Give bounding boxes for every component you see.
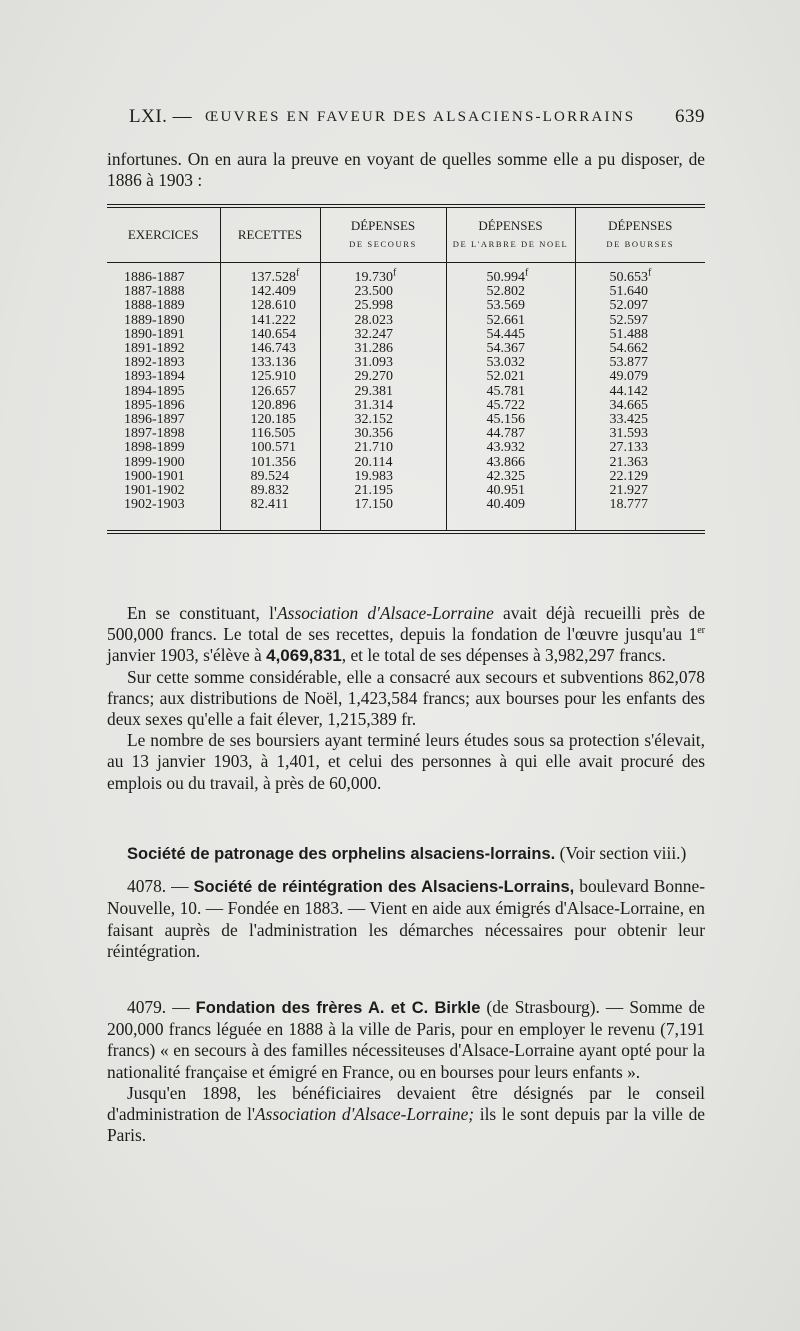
paragraph-expenses: Sur cette somme considérable, elle a consacré aux secours et subventions 862,078 francs; aux distributions de Noël, 1,423,584 francs; aux bourses pour les enfants des deux sexes qu'elle a fait élever, 1,215,389 fr. (107, 666, 705, 730)
table-cell: 1889-1890 (124, 312, 185, 328)
table-cell: 44.787 (446, 427, 575, 441)
table-row (107, 328, 705, 342)
table-cell: 89.832 (220, 484, 320, 498)
table-cell: 51.488 (575, 328, 705, 342)
table-cell: 50.994$^f$ (446, 263, 575, 286)
table-cell: 28.023 (320, 314, 446, 328)
table-cell: 120.185 (220, 413, 320, 427)
table-cell: 50.653$^f$ (575, 263, 705, 286)
table-cell: 25.998 (320, 299, 446, 313)
table-cell: 21.927 (575, 484, 705, 498)
table-cell: 52.021 (446, 370, 575, 384)
table-row (107, 285, 705, 299)
table-cell: 1887-1888 (124, 284, 185, 300)
table-row (107, 314, 705, 328)
table-cell: 29.270 (320, 370, 446, 384)
table-row (107, 299, 705, 313)
table-cell: 45.781 (446, 385, 575, 399)
table-cell: 52.597 (575, 314, 705, 328)
table-cell: 19.730$^f$ (320, 263, 446, 286)
table-cell: 1899-1900 (124, 454, 185, 470)
table-cell: 17.150 (320, 498, 446, 532)
table-cell: 34.665 (575, 399, 705, 413)
table-row (107, 441, 705, 455)
table-cell: 31.593 (575, 427, 705, 441)
table-cell: 128.610 (220, 299, 320, 313)
table-row (107, 413, 705, 427)
table-cell: 49.079 (575, 370, 705, 384)
table-cell: 82.411 (220, 498, 320, 532)
table-cell: 21.710 (320, 441, 446, 455)
entry-title: Société de réintégration des Alsaciens-Lorrains, (193, 878, 575, 897)
table-row (107, 470, 705, 484)
table-cell: 133.136 (220, 356, 320, 370)
table-cell: 53.032 (446, 356, 575, 370)
association-name: Association d'Alsace-Lorraine (277, 603, 494, 623)
table-cell: 1894-1895 (124, 383, 185, 399)
table-cell: 89.524 (220, 470, 320, 484)
table-cell: 51.640 (575, 285, 705, 299)
entry-4078: 4078. — Société de réintégration des Alsaciens-Lorrains, boulevard Bonne-Nouvelle, 10. — Fondée en 1883. — Vient en aide aux émigrés d'Alsace-Lorraine, en faisant auprès de l'administration les démarches nécessaires pour obtenir leur réintégration. (107, 876, 706, 961)
table-cell: 125.910 (220, 370, 320, 384)
table-header-cell: EXERCICES (107, 206, 220, 263)
table-cell: 27.133 (575, 441, 705, 455)
table-cell: 21.195 (320, 484, 446, 498)
table-row (107, 342, 705, 356)
paragraph-totals: En se constituant, l'Association d'Alsace-Lorraine avait déjà recueilli près de 500,000 francs. Le total de ses recettes, depuis la fondation de l'œuvre jusqu'au 1er janvier 1903, s'élève à 4,069,831, et le total de ses dépenses à 3,982,297 francs. (107, 603, 706, 666)
table-cell: 100.571 (220, 441, 320, 455)
table-cell: 1895-1896 (124, 397, 185, 413)
table-cell: 140.654 (220, 328, 320, 342)
table-cell: 22.129 (575, 470, 705, 484)
entry-title: Société de patronage des orphelins alsaciens-lorrains. (127, 845, 556, 863)
table-header-cell: DÉPENSES DE BOURSES (575, 206, 705, 263)
entry-4079: 4079. — Fondation des frères A. et C. Birkle (de Strasbourg). — Somme de 200,000 francs léguée en 1888 à la ville de Paris, pour en employer le revenu (7,191 francs) « en secours à des familles nécessiteuses d'Alsace-Lorraine ayant opté pour la nationalité française et émigré en France, ou en bourses pour leurs enfants ». (107, 997, 705, 1082)
table-cell: 116.505 (220, 427, 320, 441)
table-cell: 32.152 (320, 413, 446, 427)
table-row (107, 385, 705, 399)
table-cell: 1901-1902 (124, 483, 185, 499)
table-cell: 142.409 (220, 285, 320, 299)
table-cell: 1890-1891 (124, 326, 185, 342)
table-row (107, 427, 705, 441)
table-row (107, 484, 705, 498)
table-cell: 21.363 (575, 456, 705, 470)
table-cell: 1886-1887 (124, 270, 185, 285)
table-cell: 1902-1903 (107, 498, 220, 532)
table-cell: 32.247 (320, 328, 446, 342)
table-cell: 31.314 (320, 399, 446, 413)
table-cell: 1898-1899 (124, 440, 185, 456)
table-cell: 1897-1898 (124, 426, 185, 442)
page-number: 639 (675, 106, 705, 127)
table-cell: 42.325 (446, 470, 575, 484)
table-cell: 53.877 (575, 356, 705, 370)
table-cell: 1891-1892 (124, 341, 185, 357)
table-cell: 54.445 (446, 328, 575, 342)
table-cell: 54.367 (446, 342, 575, 356)
table-cell: 126.657 (220, 385, 320, 399)
table-cell: 52.661 (446, 314, 575, 328)
table-cell: 1893-1894 (124, 369, 185, 385)
table-row (107, 498, 705, 532)
table-cell: 52.097 (575, 299, 705, 313)
running-header (107, 106, 705, 136)
table-row (107, 370, 705, 384)
table-cell: 31.093 (320, 356, 446, 370)
table-cell: 18.777 (575, 498, 705, 532)
table-header-cell: DÉPENSES DE L'ARBRE DE NOEL (446, 206, 575, 263)
table-row (107, 356, 705, 370)
table-cell: 20.114 (320, 456, 446, 470)
paragraph-scholars: Le nombre de ses boursiers ayant terminé leurs études sous sa protection s'élevait, au 13 janvier 1903, à 1,401, et celui des personnes à qui elle avait procuré des emplois ou du travail, à près de 60,000. (107, 730, 705, 793)
table-cell: 45.722 (446, 399, 575, 413)
main-paragraphs (107, 603, 705, 794)
table-cell: 101.356 (220, 456, 320, 470)
paragraph-final: Jusqu'en 1898, les bénéficiaires devaient être désignés par le conseil d'administration de l'Association d'Alsace-Lorraine; ils le sont depuis par la ville de Paris. (107, 1082, 705, 1146)
table-cell: 146.743 (220, 342, 320, 356)
table-cell: 40.409 (446, 498, 575, 532)
table-cell: 137.528$^f$ (220, 263, 320, 286)
table-row (107, 263, 705, 286)
entry-title: Fondation des frères A. et C. Birkle (195, 999, 481, 1017)
table-cell: 19.983 (320, 470, 446, 484)
table-row (107, 399, 705, 413)
table-cell: 45.156 (446, 413, 575, 427)
table-cell: 31.286 (320, 342, 446, 356)
table-cell: 1892-1893 (124, 355, 185, 371)
table-cell: 23.500 (320, 285, 446, 299)
entry-societe-patronage: Société de patronage des orphelins alsaciens-lorrains. (Voir section viii.) (127, 843, 687, 863)
table-cell: 43.866 (446, 456, 575, 470)
table-cell: 1896-1897 (124, 412, 185, 428)
table-cell: 1888-1889 (124, 298, 185, 314)
table-cell: 33.425 (575, 413, 705, 427)
table-row (107, 456, 705, 470)
section-label: LXI. — (129, 106, 193, 127)
table-cell: 40.951 (446, 484, 575, 498)
table-cell: 53.569 (446, 299, 575, 313)
total-receipts: 4,069,831 (266, 646, 342, 666)
entries-block-2 (107, 997, 705, 1146)
table-cell: 44.142 (575, 385, 705, 399)
table-cell: 30.356 (320, 427, 446, 441)
table-cell: 1900-1901 (124, 468, 185, 484)
table-cell: 43.932 (446, 441, 575, 455)
table-header-cell: RECETTES (220, 206, 320, 263)
table-cell: 52.802 (446, 285, 575, 299)
table-cell: 120.896 (220, 399, 320, 413)
table-cell: 54.662 (575, 342, 705, 356)
table-cell: 141.222 (220, 314, 320, 328)
association-name: Association d'Alsace-Lorraine; (255, 1104, 475, 1125)
running-title: ŒUVRES EN FAVEUR DES ALSACIENS-LORRAINS (205, 109, 636, 125)
table-cell: 29.381 (320, 385, 446, 399)
table-header-cell: DÉPENSES DE SECOURS (320, 206, 446, 263)
intro-paragraph: infortunes. On en aura la preuve en voyant de quelles somme elle a pu disposer, de 1886 à 1903 : (107, 149, 705, 191)
entries-block (107, 843, 705, 962)
finance-table (107, 204, 705, 534)
